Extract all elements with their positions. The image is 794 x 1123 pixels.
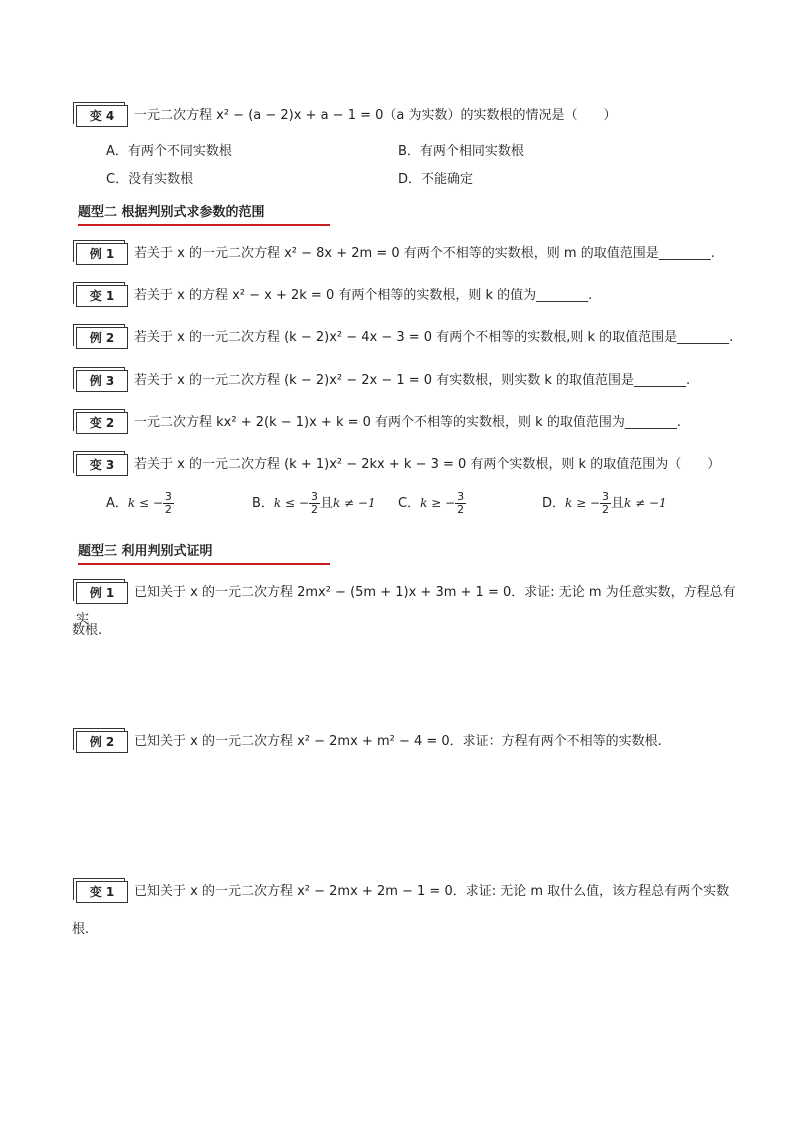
question-stem: 若关于 x 的一元二次方程 (k − 2)x² − 4x − 3 = 0 有两个不相等的实数根,则 k 的取值范围是________. <box>134 330 734 345</box>
proof-variant-1-continuation: 根. <box>72 922 90 937</box>
question-tag: 例 1 <box>76 243 128 265</box>
question-stem: 一元二次方程 x² − (a − 2)x + a − 1 = 0（a 为实数）的实数根的情况是（ ） <box>134 108 617 123</box>
option-d: D．不能确定 <box>398 172 474 187</box>
section-heading-3: 题型三 利用判别式证明 <box>78 540 330 565</box>
question-stem: 已知关于 x 的一元二次方程 2mx² − (5m + 1)x + 3m + 1 = 0．求证: 无论 m 为任意实数，方程总有实 <box>76 585 736 627</box>
option-b: B．k ≤ − $\frac{3}{2}$ 且k ≠ −1 <box>252 490 376 516</box>
option-b: B．有两个相同实数根 <box>398 144 524 159</box>
question-tag: 变 4 <box>76 105 128 127</box>
option-a: A．k ≤ − $\frac{3}{2}$ <box>106 490 172 516</box>
question-tag: 例 3 <box>76 370 128 392</box>
fraction: $\frac{3}{2}$ <box>602 490 610 516</box>
question-stem: 若关于 x 的一元二次方程 (k + 1)x² − 2kx + k − 3 = 0 有两个实数根，则 k 的取值范围为（ ） <box>134 457 721 472</box>
question-example-3 <box>76 368 736 395</box>
fraction: $\frac{3}{2}$ <box>310 490 318 516</box>
question-stem: 若关于 x 的一元二次方程 (k − 2)x² − 2x − 1 = 0 有实数根，则实数 k 的取值范围是________. <box>134 373 691 388</box>
question-stem: 已知关于 x 的一元二次方程 x² − 2mx + 2m − 1 = 0．求证: 无论 m 取什么值，该方程总有两个实数 <box>134 884 730 899</box>
question-tag: 变 1 <box>76 881 128 903</box>
question-variant-1 <box>76 283 736 310</box>
question-variant-3 <box>76 452 736 479</box>
proof-variant-1 <box>76 879 736 906</box>
question-tag: 变 1 <box>76 285 128 307</box>
question-tag: 例 2 <box>76 731 128 753</box>
question-stem: 一元二次方程 kx² + 2(k − 1)x + k = 0 有两个不相等的实数根，则 k 的取值范围为________. <box>134 415 681 430</box>
question-example-1 <box>76 241 736 268</box>
proof-example-1 <box>76 580 736 633</box>
question-variant-4 <box>76 103 736 130</box>
question-tag: 变 3 <box>76 454 128 476</box>
option-c: C．没有实数根 <box>106 172 194 187</box>
proof-example-2 <box>76 729 736 756</box>
option-d: D．k ≥ − $\frac{3}{2}$ 且k ≠ −1 <box>542 490 667 516</box>
proof-example-1-continuation: 数根. <box>72 623 103 638</box>
question-stem: 已知关于 x 的一元二次方程 x² − 2mx + m² − 4 = 0．求证：方程有两个不相等的实数根. <box>134 734 662 749</box>
question-stem: 若关于 x 的一元二次方程 x² − 8x + 2m = 0 有两个不相等的实数根，则 m 的取值范围是________. <box>134 246 715 261</box>
section-heading-2: 题型二 根据判别式求参数的范围 <box>78 201 330 226</box>
question-variant-2 <box>76 410 736 437</box>
fraction: $\frac{3}{2}$ <box>164 490 172 516</box>
fraction: $\frac{3}{2}$ <box>457 490 465 516</box>
question-tag: 例 1 <box>76 582 128 604</box>
question-example-2 <box>76 325 736 352</box>
question-tag: 例 2 <box>76 327 128 349</box>
option-c: C．k ≥ − $\frac{3}{2}$ <box>398 490 465 516</box>
options-variant-3 <box>106 491 726 527</box>
option-a: A．有两个不同实数根 <box>106 144 232 159</box>
question-stem: 若关于 x 的方程 x² − x + 2k = 0 有两个相等的实数根，则 k 的值为________. <box>134 288 593 303</box>
question-tag: 变 2 <box>76 412 128 434</box>
